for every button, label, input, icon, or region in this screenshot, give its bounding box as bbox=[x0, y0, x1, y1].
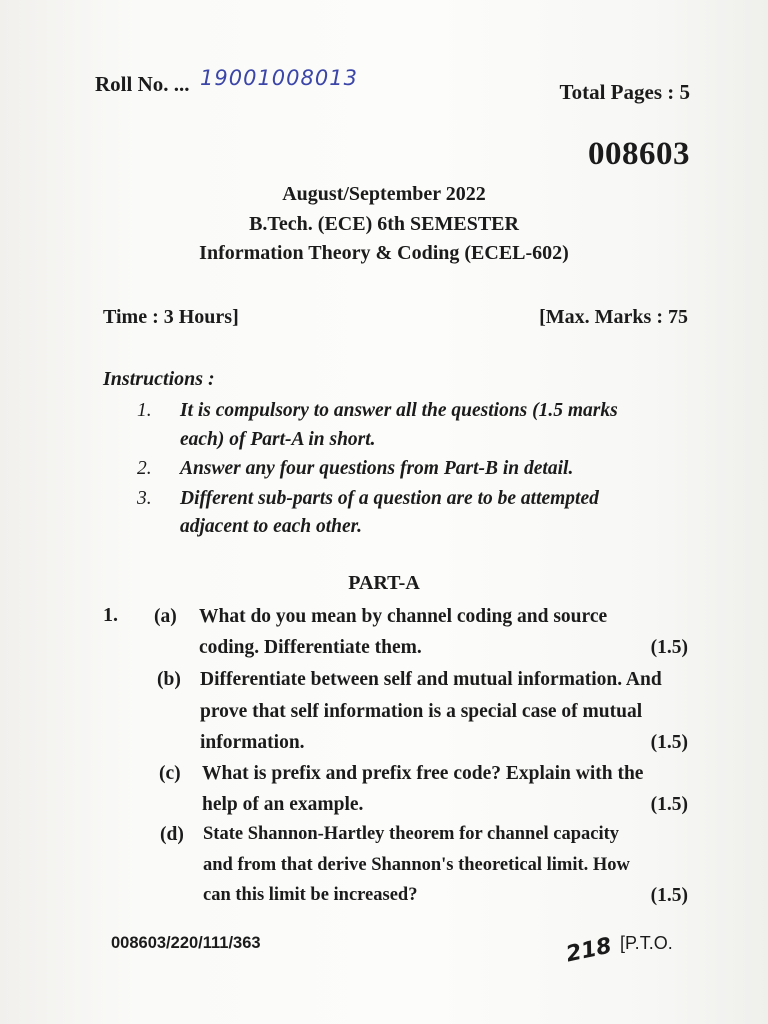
question-line: information. bbox=[200, 732, 305, 753]
instruction-line: adjacent to each other. bbox=[180, 516, 362, 537]
subpart-label: (d) bbox=[160, 824, 184, 845]
question-number: 1. bbox=[103, 604, 118, 626]
marks-value: (1.5) bbox=[650, 794, 688, 815]
total-pages: Total Pages : 5 bbox=[559, 80, 690, 104]
question-line: prove that self information is a special case of mutual bbox=[200, 701, 643, 722]
paper-code: 008603 bbox=[588, 136, 690, 172]
instruction-number: 2. bbox=[137, 458, 152, 479]
question-line: and from that derive Shannon's theoretical limit. How bbox=[203, 855, 630, 875]
subpart-label: (b) bbox=[157, 669, 181, 690]
question-line: can this limit be increased? bbox=[203, 885, 418, 905]
please-turn-over: [P.T.O. bbox=[620, 933, 673, 953]
roll-number-label: Roll No. ... bbox=[95, 72, 190, 96]
marks-value: (1.5) bbox=[650, 885, 688, 906]
subpart-label: (a) bbox=[154, 606, 177, 627]
question-line: What do you mean by channel coding and source bbox=[199, 606, 608, 627]
marks-value: (1.5) bbox=[650, 637, 688, 658]
question-line: What is prefix and prefix free code? Explain with the bbox=[202, 763, 644, 784]
subject-title: Information Theory & Coding (ECEL-602) bbox=[199, 242, 569, 264]
question-line: help of an example. bbox=[202, 794, 364, 815]
question-line: Differentiate between self and mutual information. And bbox=[200, 669, 662, 690]
instruction-line: Different sub-parts of a question are to be attempted bbox=[180, 488, 599, 509]
part-a-title: PART-A bbox=[348, 572, 420, 594]
instruction-number: 3. bbox=[137, 488, 152, 509]
max-marks: [Max. Marks : 75 bbox=[539, 306, 688, 328]
marks-value: (1.5) bbox=[650, 732, 688, 753]
handwritten-number: 218 bbox=[563, 933, 615, 968]
instructions-heading: Instructions : bbox=[103, 368, 215, 390]
degree-semester: B.Tech. (ECE) 6th SEMESTER bbox=[249, 213, 519, 235]
question-line: coding. Differentiate them. bbox=[199, 637, 422, 658]
subpart-label: (c) bbox=[159, 763, 181, 784]
footer-paper-code: 008603/220/111/363 bbox=[111, 934, 261, 952]
roll-number-handwritten: 19001008013 bbox=[200, 66, 358, 90]
instruction-number: 1. bbox=[137, 400, 152, 421]
question-line: State Shannon-Hartley theorem for channel capacity bbox=[203, 824, 620, 844]
instruction-line: It is compulsory to answer all the questions (1.5 marks bbox=[180, 400, 618, 421]
exam-session: August/September 2022 bbox=[282, 183, 486, 205]
instruction-line: each) of Part-A in short. bbox=[180, 429, 376, 450]
instruction-line: Answer any four questions from Part-B in detail. bbox=[180, 458, 574, 479]
exam-duration: Time : 3 Hours] bbox=[103, 306, 239, 328]
